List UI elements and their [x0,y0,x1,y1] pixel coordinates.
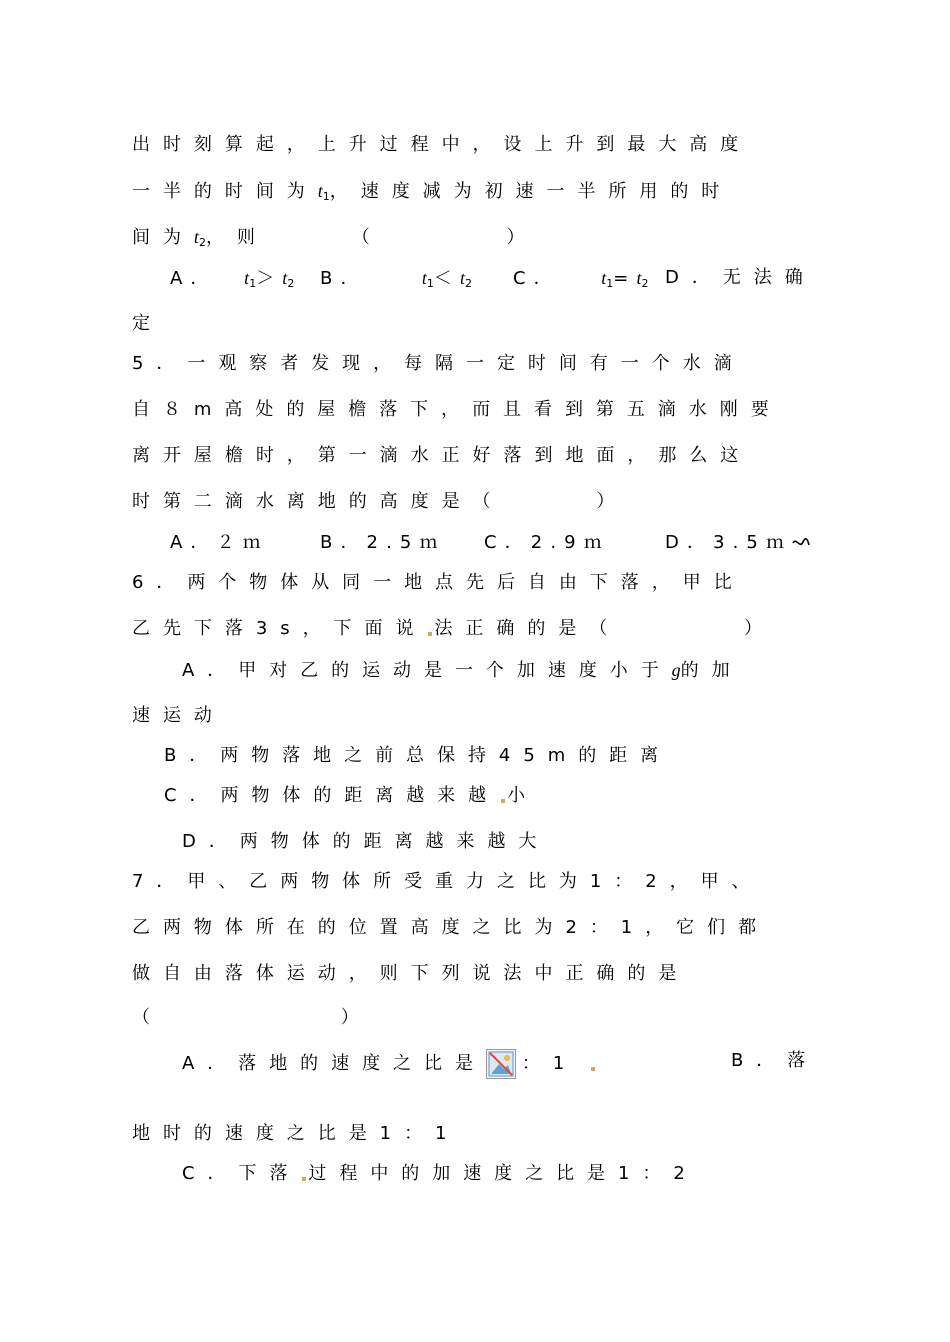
var-t: t [244,268,250,288]
operator: ＞ [256,268,283,289]
q5-line-2: 自８m高处的屋檐落下，而且看到第五滴水刚要 [132,399,782,420]
sub: 1 [606,277,614,290]
option-text: A．落地的速度之比是 [182,1053,486,1074]
q4-text: 一半的时间为 [132,181,318,202]
q7-option-a [182,1049,597,1079]
option-text: 的加 [680,660,743,681]
q4-option-d: D．无法确 [665,267,816,288]
q5-line-3: 离开屋檐时，第一滴水正好落到地面，那么这 [132,445,752,466]
var-g: g [671,660,681,680]
q4-text: 间为 [132,227,194,248]
q6-option-c [164,784,538,808]
marker-dot [591,1067,595,1071]
marker-dot [428,632,432,636]
var-t: t [282,268,288,288]
sub: 2 [465,277,472,290]
option-label: A． [170,268,217,289]
q6-option-d: D．两物体的距离越来越大 [182,831,550,852]
var-t: t [317,181,323,201]
q6-line-1: 6．两个物体从同一地点先后自由下落，甲比 [132,572,745,593]
q6-text: 法正确的是（ ） [434,618,775,639]
option-text: C．两物体的距离越来越 [164,785,500,806]
q5-line-4: 时第二滴水离地的高度是（ ） [132,491,628,512]
var-t: t [459,268,465,288]
option-label: C． [513,268,560,289]
sub: 1 [249,277,257,290]
operator: = [613,268,637,289]
marker-dot [501,799,505,803]
q7-option-c [182,1162,698,1186]
sub: 1 [426,277,434,290]
q7-line-4: （ ） [132,1007,367,1028]
q5-option-a: A．２ｍ [170,532,269,553]
q4-option-a [170,266,294,296]
operator: ＜ [433,268,460,289]
q4-text: ，速度减为初速一半所用的时 [329,181,733,202]
q5-line-1: 5．一观察者发现，每隔一定时间有一个水滴 [132,353,745,374]
q4-option-b [320,266,472,296]
scribble-icon [792,537,810,549]
option-text: 过程中的加速度之比是1：2 [308,1163,698,1184]
var-t: t [421,268,427,288]
q6-line-2 [132,617,775,641]
option-text: C．下落 [182,1163,301,1184]
q4-option-c [513,266,648,296]
q4-line-3 [132,225,538,255]
q7-option-b-cont: 地时的速度之比是1：1 [132,1123,460,1144]
q4-line-2 [132,179,732,209]
q6-option-a [182,658,743,683]
option-text: ：1 [521,1053,578,1074]
q6-option-b: B．两物落地之前总保持45m的距离 [164,745,672,766]
q7-option-b: B．落 [731,1050,819,1071]
q5-option-c: C．2.9ｍ [484,532,610,553]
sub: 1 [322,190,330,203]
sub: 2 [287,277,295,290]
q6-option-a-cont: 速运动 [132,705,225,726]
var-t: t [193,227,199,247]
option-text: 小 [507,785,539,806]
option-text: A．甲对乙的运动是一个加速度小于 [182,660,672,681]
option-text: D．3.5ｍ [665,532,793,553]
q7-line-2: 乙两物体所在的位置高度之比为2：1，它们都 [132,917,770,938]
q5-option-d [665,531,810,555]
var-t: t [636,268,642,288]
sub: 2 [198,236,206,249]
q4-option-d-cont: 定 [132,313,159,334]
option-label: B． [320,268,367,289]
q4-text: ，则 （ ） [205,227,538,248]
q4-line-1: 出时刻算起，上升过程中，设上升到最大高度 [132,134,752,155]
sub: 2 [641,277,649,290]
var-t: t [601,268,607,288]
q7-line-1: 7．甲、乙两物体所受重力之比为1：2，甲、 [132,871,763,892]
marker-dot [302,1177,306,1181]
q6-text: 乙先下落3s，下面说 [132,618,427,639]
q7-line-3: 做自由落体运动，则下列说法中正确的是 [132,963,690,984]
formula-image-icon [486,1049,516,1079]
q5-option-b: B．2.5ｍ [320,532,446,553]
